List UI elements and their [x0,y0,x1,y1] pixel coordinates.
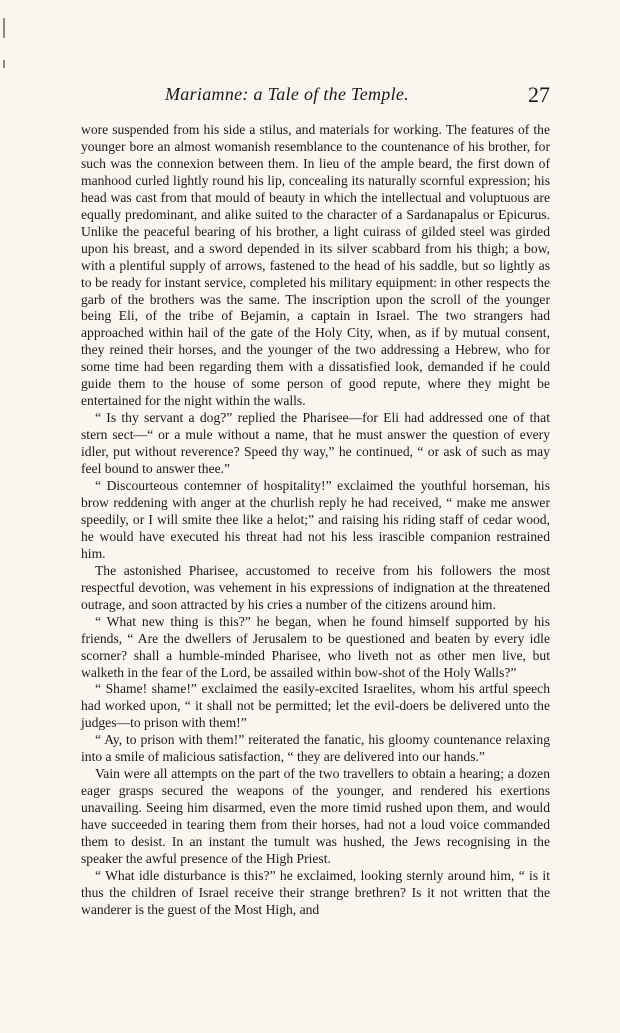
running-title: Mariamne: a Tale of the Temple. [165,84,409,104]
paragraph: “ Shame! shame!” exclaimed the easily-excited Israelites, whom his artful speech had worked upon, “ it shall not be permitted; let the evil-doers be delivered unto the judges—to prison with them!” [81,681,550,731]
scan-edge-mark [3,60,5,68]
paragraph: Vain were all attempts on the part of the two travellers to obtain a hearing; a dozen eager grasps secured the weapons of the younger, and rendered his exertions unavailing. Seeing him disarmed, even the more timid rushed upon them, and would have succeeded in tearing them from their horses, had not a loud voice commanded them to desist. In an instant the tumult was hushed, the Jews recognising in the speaker the awful presence of the High Priest. [81,766,550,866]
page-number: 27 [528,82,550,107]
page-header [80,84,550,110]
paragraph: “ Ay, to prison with them!” reiterated the fanatic, his gloomy countenance relaxing into a smile of malicious satisfaction, “ they are delivered into our hands.” [81,732,550,765]
body-text [81,122,550,919]
paragraph: “ Discourteous contemner of hospitality!” exclaimed the youthful horseman, his brow reddening with anger at the churlish reply he had received, “ make me answer speedily, or I will smite thee like a helot;” and raising his riding staff of cedar wood, he would have executed his threat had not his less irascible companion restrained him. [81,478,550,561]
scan-edge-mark [3,18,5,38]
paragraph: The astonished Pharisee, accustomed to receive from his followers the most respectful devotion, was vehement in his expressions of indignation at the threatened outrage, and soon attracted by his cries a number of the citizens around him. [81,562,550,612]
paragraph: “ Is thy servant a dog?” replied the Pharisee—for Eli had addressed one of that stern sect—“ or a mule without a name, that he must answer the question of every idler, put without reverence? Speed thy way,” he continued, “ or ask of such as may feel bound to answer thee.” [81,410,550,477]
paragraph: wore suspended from his side a stilus, and materials for working. The features of the younger bore an almost womanish resemblance to the countenance of his brother, for such was the connexion between them. In lieu of the ample beard, the first down of manhood curled lightly round his lip, concealing its naturally scornful expression; his head was cast from that mould of beauty in which the intellectual and voluptuous are equally predominant, and alike suited to the character of a Sardanapalus or Epicurus. Unlike the peaceful bearing of his brother, a light cuirass of gilded steel was girded upon his breast, and a sword depended in its silver scabbard from his thigh; a bow, with a plentiful supply of arrows, fastened to the head of his saddle, but so lightly as to be ready for instant service, completed his military equipment: in other respects the garb of the brothers was the same. The inscription upon the scroll of the younger being Eli, of the tribe of Bejamin, a captain in Israel. The two strangers had approached within hail of the gate of the Holy City, when, as if by mutual consent, they reined their horses, and the younger of the two addressing a Hebrew, who for some time had been regarding them with a dissatisfied look, demanded if he could guide them to the house of some person of good repute, where they might be entertained for the night within the walls. [81,122,550,409]
paragraph: “ What new thing is this?” he began, when he found himself supported by his friends, “ Are the dwellers of Jerusalem to be questioned and beaten by every idle scorner? shall a humble-minded Pharisee, who liveth not as other men live, but walketh in the fear of the Lord, be assailed within bow-shot of the Holy Walls?” [81,613,550,680]
paragraph: “ What idle disturbance is this?” he exclaimed, looking sternly around him, “ is it thus the children of Israel receive their strange brethren? Is it not written that the wanderer is the guest of the Most High, and [81,867,550,917]
